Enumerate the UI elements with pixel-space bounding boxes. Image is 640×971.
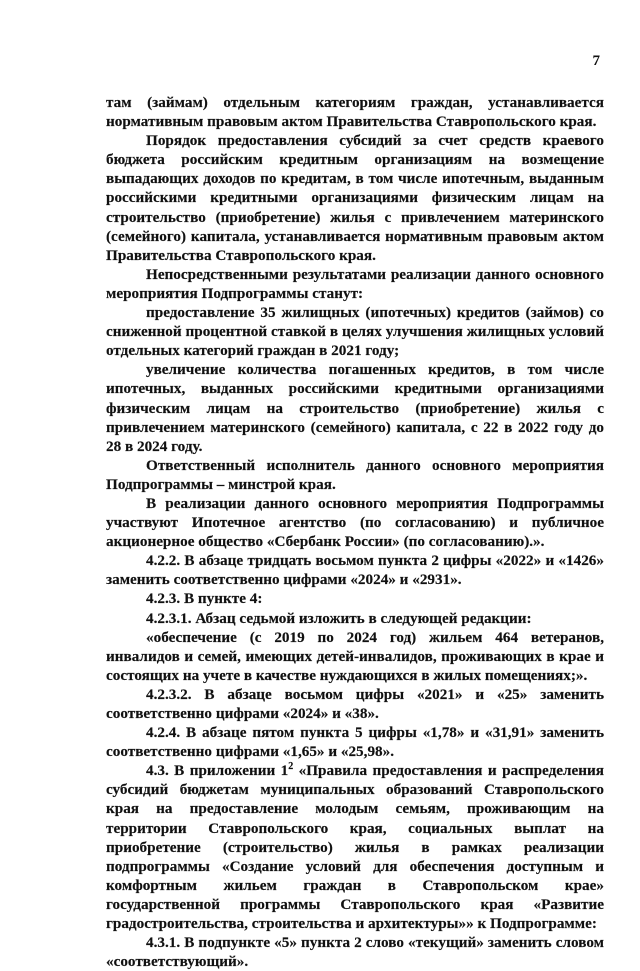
paragraph: Ответственный исполнитель данного основного мероприятия Подпрограммы – минстрой края.: [106, 456, 604, 493]
paragraph: 4.2.3. В пункте 4:: [146, 590, 263, 608]
paragraph-4-3-lead: 4.3. В приложении 1: [146, 762, 289, 780]
paragraph: «обеспечение (с 2019 по 2024 год) жильем 464 ветеранов, инвалидов и семей, имеющих детей-инвалидов, проживающих в крае и состоящих на учете в качестве нуждающихся в жилых помещениях;».: [106, 628, 604, 684]
paragraph: предоставление 35 жилищных (ипотечных) кредитов (займов) со сниженной процентной ставкой в целях улучшения жилищных условий отдельных категорий граждан в 2021 году;: [106, 304, 604, 360]
paragraph-4-3-1: 4.3.1. В подпункте «5» пункта 2 слово «текущий» заменить словом «соответствующий».: [106, 934, 604, 971]
paragraph: Непосредственными результатами реализации данного основного мероприятия Подпрограммы станут:: [106, 265, 604, 302]
superscript: 2: [288, 761, 294, 773]
page-number: 7: [592, 53, 600, 69]
paragraph: 4.2.4. В абзаце пятом пункта 5 цифры «1,78» и «31,91» заменить соответственно цифрами «1,65» и «25,98».: [106, 724, 604, 761]
paragraph: 4.2.3.1. Абзац седьмой изложить в следующей редакции:: [146, 609, 532, 627]
paragraph-4-3-rest: «Правила предоставления и распределения субсидий бюджетам муниципальных образований Ставропольского края на предоставление молодым семьям, проживающим на территории Ставропольского края, социальных выплат на приобретение (строительство) жилья в рамках реализации подпрограммы «Создание условий для обеспечения доступным и комфортным жильем граждан в Ставропольском крае» государственной программы Ставропольского края «Развитие градостроительства, строительства и архитектуры»» к Подпрограмме:: [106, 762, 604, 933]
paragraph: 4.2.3.2. В абзаце восьмом цифры «2021» и «25» заменить соответственно цифрами «2024» и «38».: [106, 685, 604, 722]
document-body: [106, 93, 604, 971]
paragraph: Порядок предоставления субсидий за счет средств краевого бюджета российским кредитным организациям на возмещение выпадающих доходов по кредитам, в том числе ипотечным, выданным российскими кредитными организациями физическим лицам на строительство (приобретение) жилья с привлечением материнского (семейного) капитала, устанавливается нормативным правовым актом Правительства Ставропольского края.: [106, 132, 604, 264]
paragraph: увеличение количества погашенных кредитов, в том числе ипотечных, выданных российскими кредитными организациями физическим лицам на строительство (приобретение) жилья с привлечением материнского (семейного) капитала, с 22 в 2022 году до 28 в 2024 году.: [106, 361, 604, 455]
paragraph: там (займам) отдельным категориям граждан, устанавливается нормативным правовым актом Правительства Ставропольского края.: [106, 94, 604, 131]
paragraph: В реализации данного основного мероприятия Подпрограммы участвуют Ипотечное агентство (по согласованию) и публичное акционерное общество «Сбербанк России» (по согласованию).».: [106, 494, 604, 551]
paragraph-4-3: [106, 761, 604, 933]
paragraph: 4.2.2. В абзаце тридцать восьмом пункта 2 цифры «2022» и «1426» заменить соответственно цифрами «2024» и «2931».: [106, 552, 604, 589]
